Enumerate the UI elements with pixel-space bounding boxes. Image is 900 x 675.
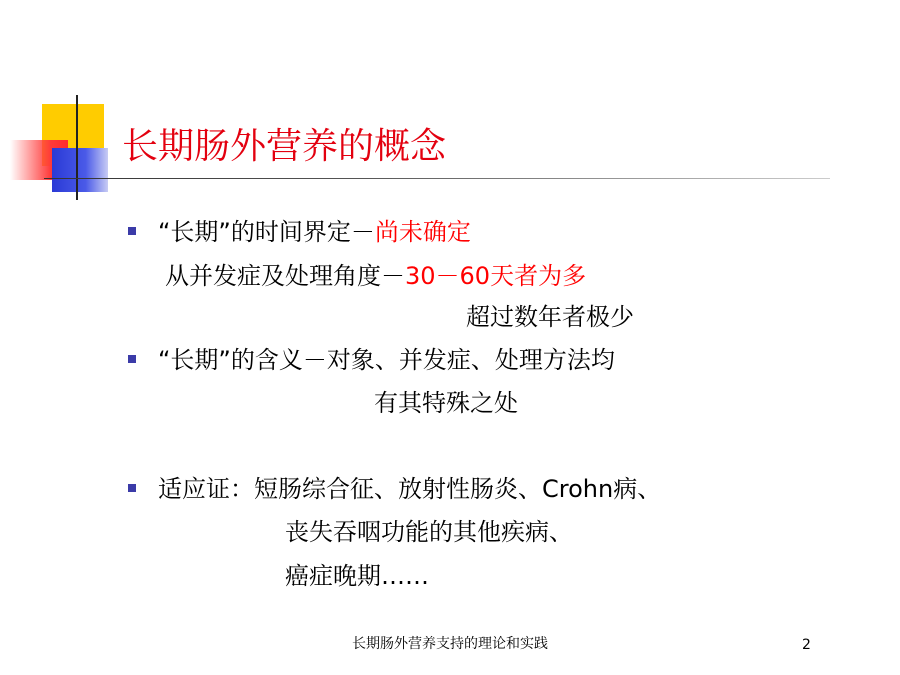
bullet-marker: [128, 355, 136, 363]
bullet-1-line-3: 超过数年者极少: [466, 303, 634, 331]
bullet-marker: [128, 227, 136, 235]
page-number: 2: [802, 637, 811, 653]
bullet-1-line-2: [165, 256, 586, 291]
title-underline: [44, 178, 830, 179]
decor-blue-square: [52, 148, 108, 192]
slide-title: 长期肠外营养的概念: [122, 126, 447, 167]
bullet-2-line-2: 有其特殊之处: [374, 389, 518, 417]
bullet-marker: [128, 484, 136, 492]
bullet-3-line-3: 癌症晚期……: [285, 562, 429, 590]
bullet-1-line-2-highlight: 30－60天者为多: [405, 262, 587, 290]
decor-vertical-line: [76, 95, 78, 200]
bullet-1-line-1-text: “长期”的时间界定－: [158, 218, 375, 246]
bullet-1-line-2-text: 从并发症及处理角度－: [165, 262, 405, 290]
bullet-3-line-2: 丧失吞咽功能的其他疾病、: [285, 518, 573, 546]
bullet-3-line-1: 适应证：短肠综合征、放射性肠炎、Crohn病、: [158, 475, 662, 503]
bullet-1-line-1: [158, 212, 471, 247]
bullet-2-line-1: “长期”的含义－对象、并发症、处理方法均: [158, 346, 615, 374]
bullet-1-highlight: 尚未确定: [374, 218, 471, 246]
slide-footer: 长期肠外营养支持的理论和实践: [352, 636, 548, 652]
